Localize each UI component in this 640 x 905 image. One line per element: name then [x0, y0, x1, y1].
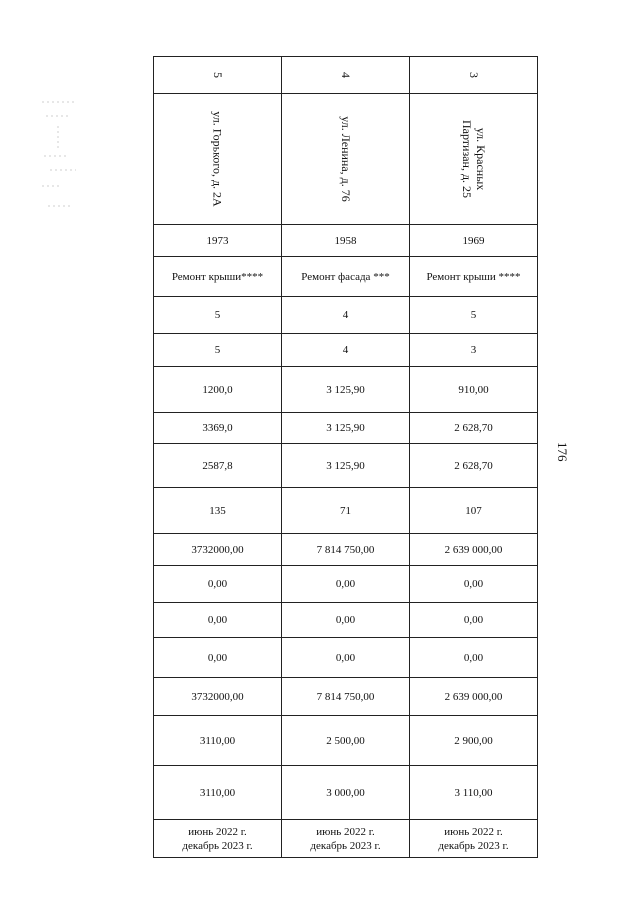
cell-residents: 135 [154, 488, 282, 534]
cell-floors: 5 [154, 297, 282, 334]
cell-number: 3 [410, 57, 538, 94]
cell-max-cost: 3 000,00 [282, 766, 410, 820]
period-start: июнь 2022 г. [188, 825, 247, 838]
cell-entrances: 3 [410, 334, 538, 367]
cell-max-cost: 3 110,00 [410, 766, 538, 820]
table-row-residents [154, 488, 538, 534]
cell-work: Ремонт фасада *** [282, 257, 410, 297]
cell-fund-3: 0,00 [154, 638, 282, 678]
table-row-area-c [154, 444, 538, 488]
period-end: декабрь 2023 г. [310, 839, 381, 852]
table-row-unit-cost [154, 716, 538, 766]
table-row-work [154, 257, 538, 297]
cell-floors: 4 [282, 297, 410, 334]
cell-area-a: 910,00 [410, 367, 538, 413]
table-row-number [154, 57, 538, 94]
cell-period [410, 820, 538, 858]
cell-address [410, 94, 538, 225]
cell-area-a: 1200,0 [154, 367, 282, 413]
cell-fund-2: 0,00 [154, 603, 282, 638]
cell-area-b: 2 628,70 [410, 413, 538, 444]
table-row-floors [154, 297, 538, 334]
cell-area-c: 3 125,90 [282, 444, 410, 488]
cell-address: ул. Ленина, д. 76 [282, 94, 410, 225]
table-row-cost-total [154, 534, 538, 566]
table-row-entrances [154, 334, 538, 367]
cell-year: 1958 [282, 225, 410, 257]
table-row-year [154, 225, 538, 257]
cell-max-cost: 3110,00 [154, 766, 282, 820]
period-start: июнь 2022 г. [444, 825, 503, 838]
period-start: июнь 2022 г. [316, 825, 375, 838]
cell-number: 5 [154, 57, 282, 94]
cell-year: 1969 [410, 225, 538, 257]
cell-number: 4 [282, 57, 410, 94]
cell-work: Ремонт крыши**** [154, 257, 282, 297]
cell-fund-1: 0,00 [410, 566, 538, 603]
cell-period [154, 820, 282, 858]
cell-year: 1973 [154, 225, 282, 257]
cell-cost-total: 2 639 000,00 [410, 534, 538, 566]
cell-period [282, 820, 410, 858]
cell-cost-total: 3732000,00 [154, 534, 282, 566]
cell-work: Ремонт крыши **** [410, 257, 538, 297]
cell-cost-owners: 7 814 750,00 [282, 678, 410, 716]
cell-fund-2: 0,00 [282, 603, 410, 638]
cell-fund-1: 0,00 [154, 566, 282, 603]
cell-floors: 5 [410, 297, 538, 334]
page-number: 176 [555, 442, 570, 462]
table-row-area-b [154, 413, 538, 444]
table-row-fund-2 [154, 603, 538, 638]
cell-entrances: 4 [282, 334, 410, 367]
cell-unit-cost: 3110,00 [154, 716, 282, 766]
table-row-cost-owners [154, 678, 538, 716]
cell-cost-owners: 3732000,00 [154, 678, 282, 716]
table-row-max-cost [154, 766, 538, 820]
table-row-fund-3 [154, 638, 538, 678]
cell-area-c: 2587,8 [154, 444, 282, 488]
table-row-area-a [154, 367, 538, 413]
cell-area-a: 3 125,90 [282, 367, 410, 413]
cell-area-b: 3369,0 [154, 413, 282, 444]
cell-fund-1: 0,00 [282, 566, 410, 603]
table-row-period [154, 820, 538, 858]
period-end: декабрь 2023 г. [438, 839, 509, 852]
cell-residents: 107 [410, 488, 538, 534]
cell-cost-total: 7 814 750,00 [282, 534, 410, 566]
cell-fund-2: 0,00 [410, 603, 538, 638]
cell-cost-owners: 2 639 000,00 [410, 678, 538, 716]
cell-area-c: 2 628,70 [410, 444, 538, 488]
period-end: декабрь 2023 г. [182, 839, 253, 852]
address-two-line: ул. Красных Партизан, д. 25 [459, 119, 488, 198]
cell-address: ул. Горького, д. 2А [154, 94, 282, 225]
cell-residents: 71 [282, 488, 410, 534]
table-row-address [154, 94, 538, 225]
faded-stamp-mark [36, 96, 82, 220]
table-row-fund-1 [154, 566, 538, 603]
capital-repair-table [153, 56, 538, 858]
cell-area-b: 3 125,90 [282, 413, 410, 444]
cell-unit-cost: 2 900,00 [410, 716, 538, 766]
cell-fund-3: 0,00 [282, 638, 410, 678]
cell-entrances: 5 [154, 334, 282, 367]
cell-fund-3: 0,00 [410, 638, 538, 678]
cell-unit-cost: 2 500,00 [282, 716, 410, 766]
